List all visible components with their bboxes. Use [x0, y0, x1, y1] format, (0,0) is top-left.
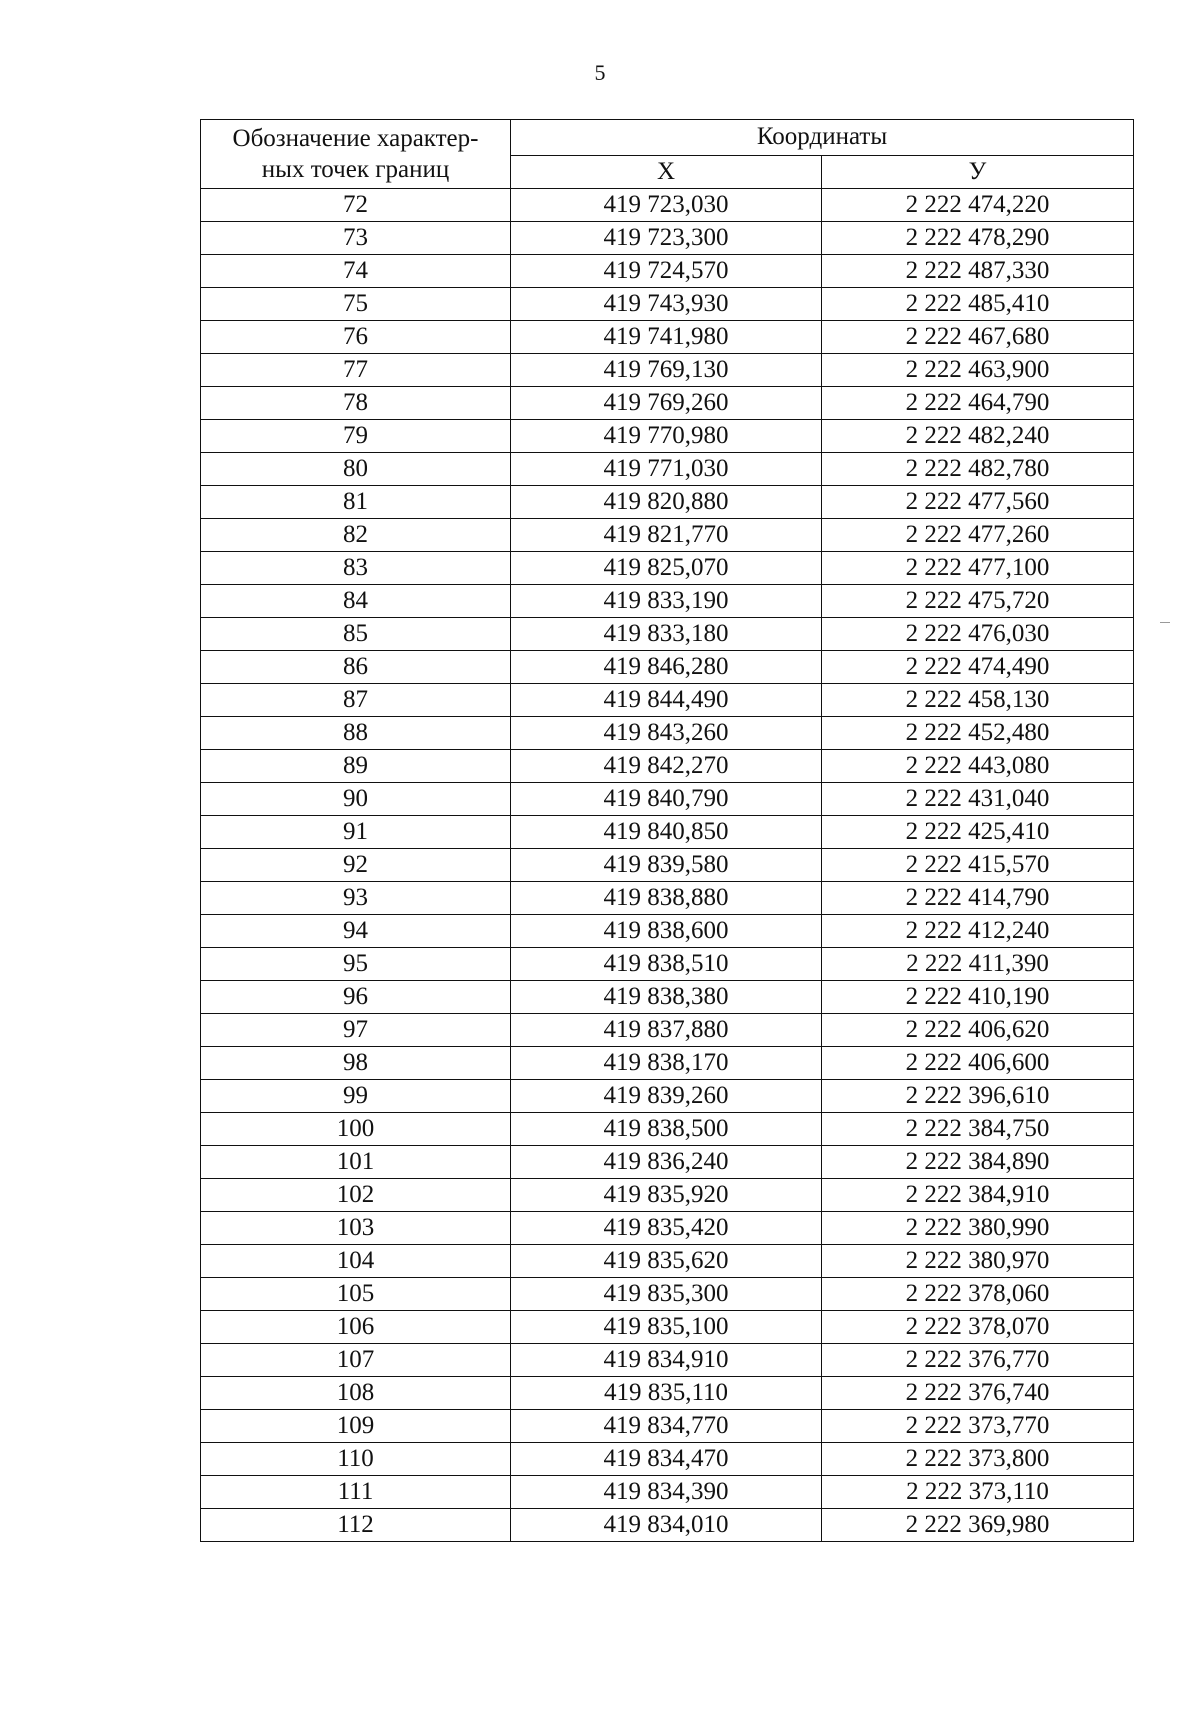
table-row [201, 453, 1134, 486]
x-cell: 419 723,300 [511, 222, 822, 255]
y-cell: 2 222 482,780 [822, 453, 1134, 486]
y-cell: 2 222 414,790 [822, 882, 1134, 915]
point-cell: 73 [201, 222, 511, 255]
table-row [201, 1410, 1134, 1443]
point-cell: 88 [201, 717, 511, 750]
table-row [201, 750, 1134, 783]
table-row [201, 420, 1134, 453]
table-row [201, 189, 1134, 222]
point-cell: 95 [201, 948, 511, 981]
table-row [201, 1311, 1134, 1344]
point-cell: 100 [201, 1113, 511, 1146]
point-cell: 110 [201, 1443, 511, 1476]
point-label-line1: Обозначение характер- [232, 125, 479, 152]
table-row [201, 1476, 1134, 1509]
point-cell: 103 [201, 1212, 511, 1245]
y-cell: 2 222 477,560 [822, 486, 1134, 519]
table-row [201, 1377, 1134, 1410]
x-cell: 419 743,930 [511, 288, 822, 321]
y-cell: 2 222 478,290 [822, 222, 1134, 255]
y-cell: 2 222 477,100 [822, 552, 1134, 585]
x-cell: 419 833,180 [511, 618, 822, 651]
y-column-header: У [822, 155, 1134, 189]
y-cell: 2 222 467,680 [822, 321, 1134, 354]
y-cell: 2 222 406,620 [822, 1014, 1134, 1047]
point-cell: 81 [201, 486, 511, 519]
point-cell: 106 [201, 1311, 511, 1344]
table-row [201, 816, 1134, 849]
x-cell: 419 724,570 [511, 255, 822, 288]
x-cell: 419 843,260 [511, 717, 822, 750]
x-column-header: Х [511, 155, 822, 189]
x-cell: 419 834,470 [511, 1443, 822, 1476]
point-cell: 92 [201, 849, 511, 882]
x-cell: 419 838,380 [511, 981, 822, 1014]
y-cell: 2 222 474,220 [822, 189, 1134, 222]
point-cell: 93 [201, 882, 511, 915]
x-cell: 419 839,580 [511, 849, 822, 882]
point-cell: 76 [201, 321, 511, 354]
x-cell: 419 835,110 [511, 1377, 822, 1410]
x-cell: 419 844,490 [511, 684, 822, 717]
table-row [201, 882, 1134, 915]
point-cell: 87 [201, 684, 511, 717]
table-row [201, 981, 1134, 1014]
x-cell: 419 846,280 [511, 651, 822, 684]
x-cell: 419 834,770 [511, 1410, 822, 1443]
x-cell: 419 840,850 [511, 816, 822, 849]
table-body [201, 189, 1134, 1542]
point-cell: 104 [201, 1245, 511, 1278]
y-cell: 2 222 482,240 [822, 420, 1134, 453]
point-cell: 98 [201, 1047, 511, 1080]
y-cell: 2 222 373,110 [822, 1476, 1134, 1509]
table-row [201, 387, 1134, 420]
table-row [201, 1212, 1134, 1245]
coords-group-header: Координаты [511, 120, 1134, 156]
table-row [201, 519, 1134, 552]
table-row [201, 1344, 1134, 1377]
table-row [201, 585, 1134, 618]
table-row [201, 552, 1134, 585]
table-row [201, 1509, 1134, 1542]
point-cell: 91 [201, 816, 511, 849]
point-label-line2: ных точек границ [261, 156, 450, 183]
x-cell: 419 839,260 [511, 1080, 822, 1113]
point-cell: 111 [201, 1476, 511, 1509]
x-cell: 419 820,880 [511, 486, 822, 519]
point-cell: 90 [201, 783, 511, 816]
x-cell: 419 835,420 [511, 1212, 822, 1245]
x-cell: 419 769,260 [511, 387, 822, 420]
table-row [201, 1146, 1134, 1179]
y-cell: 2 222 384,750 [822, 1113, 1134, 1146]
point-cell: 79 [201, 420, 511, 453]
point-cell: 75 [201, 288, 511, 321]
y-cell: 2 222 396,610 [822, 1080, 1134, 1113]
x-cell: 419 838,510 [511, 948, 822, 981]
point-cell: 96 [201, 981, 511, 1014]
y-cell: 2 222 406,600 [822, 1047, 1134, 1080]
x-cell: 419 821,770 [511, 519, 822, 552]
table-row [201, 651, 1134, 684]
point-cell: 94 [201, 915, 511, 948]
page-number: 5 [594, 60, 606, 85]
y-cell: 2 222 474,490 [822, 651, 1134, 684]
table-row [201, 915, 1134, 948]
table-row [201, 255, 1134, 288]
table-row [201, 1443, 1134, 1476]
x-cell: 419 834,390 [511, 1476, 822, 1509]
x-cell: 419 835,300 [511, 1278, 822, 1311]
coordinates-table [200, 119, 1134, 1542]
table-row [201, 486, 1134, 519]
point-cell: 102 [201, 1179, 511, 1212]
x-cell: 419 838,880 [511, 882, 822, 915]
x-cell: 419 833,190 [511, 585, 822, 618]
table-row [201, 1245, 1134, 1278]
y-cell: 2 222 458,130 [822, 684, 1134, 717]
y-cell: 2 222 425,410 [822, 816, 1134, 849]
table-row [201, 1278, 1134, 1311]
point-cell: 108 [201, 1377, 511, 1410]
point-cell: 97 [201, 1014, 511, 1047]
y-cell: 2 222 477,260 [822, 519, 1134, 552]
point-cell: 107 [201, 1344, 511, 1377]
y-cell: 2 222 376,740 [822, 1377, 1134, 1410]
y-cell: 2 222 380,970 [822, 1245, 1134, 1278]
x-cell: 419 837,880 [511, 1014, 822, 1047]
x-cell: 419 835,620 [511, 1245, 822, 1278]
x-cell: 419 723,030 [511, 189, 822, 222]
y-cell: 2 222 443,080 [822, 750, 1134, 783]
point-cell: 89 [201, 750, 511, 783]
x-cell: 419 836,240 [511, 1146, 822, 1179]
table-row [201, 684, 1134, 717]
point-cell: 83 [201, 552, 511, 585]
table-row [201, 222, 1134, 255]
y-cell: 2 222 415,570 [822, 849, 1134, 882]
table-row [201, 321, 1134, 354]
scan-mark [1160, 622, 1170, 623]
point-cell: 109 [201, 1410, 511, 1443]
table-row [201, 1014, 1134, 1047]
table-row [201, 717, 1134, 750]
table-row [201, 1080, 1134, 1113]
y-cell: 2 222 485,410 [822, 288, 1134, 321]
y-cell: 2 222 475,720 [822, 585, 1134, 618]
table-row [201, 948, 1134, 981]
x-cell: 419 769,130 [511, 354, 822, 387]
table-row [201, 1047, 1134, 1080]
point-cell: 80 [201, 453, 511, 486]
y-cell: 2 222 378,060 [822, 1278, 1134, 1311]
x-cell: 419 840,790 [511, 783, 822, 816]
y-cell: 2 222 373,800 [822, 1443, 1134, 1476]
x-cell: 419 835,100 [511, 1311, 822, 1344]
table-row [201, 1113, 1134, 1146]
table-header [201, 120, 1134, 189]
point-cell: 99 [201, 1080, 511, 1113]
x-cell: 419 835,920 [511, 1179, 822, 1212]
table-row [201, 783, 1134, 816]
y-cell: 2 222 410,190 [822, 981, 1134, 1014]
x-cell: 419 842,270 [511, 750, 822, 783]
x-cell: 419 770,980 [511, 420, 822, 453]
y-cell: 2 222 380,990 [822, 1212, 1134, 1245]
x-cell: 419 838,600 [511, 915, 822, 948]
y-cell: 2 222 384,890 [822, 1146, 1134, 1179]
point-cell: 72 [201, 189, 511, 222]
table-row [201, 354, 1134, 387]
table-row [201, 288, 1134, 321]
point-cell: 77 [201, 354, 511, 387]
y-cell: 2 222 378,070 [822, 1311, 1134, 1344]
x-cell: 419 825,070 [511, 552, 822, 585]
point-cell: 101 [201, 1146, 511, 1179]
x-cell: 419 838,170 [511, 1047, 822, 1080]
table-row [201, 1179, 1134, 1212]
y-cell: 2 222 463,900 [822, 354, 1134, 387]
point-cell: 112 [201, 1509, 511, 1542]
point-cell: 84 [201, 585, 511, 618]
x-cell: 419 771,030 [511, 453, 822, 486]
point-cell: 105 [201, 1278, 511, 1311]
point-cell: 78 [201, 387, 511, 420]
point-cell: 85 [201, 618, 511, 651]
x-cell: 419 838,500 [511, 1113, 822, 1146]
table-row [201, 618, 1134, 651]
y-cell: 2 222 464,790 [822, 387, 1134, 420]
y-cell: 2 222 384,910 [822, 1179, 1134, 1212]
point-cell: 74 [201, 255, 511, 288]
x-cell: 419 741,980 [511, 321, 822, 354]
y-cell: 2 222 411,390 [822, 948, 1134, 981]
y-cell: 2 222 376,770 [822, 1344, 1134, 1377]
y-cell: 2 222 431,040 [822, 783, 1134, 816]
y-cell: 2 222 487,330 [822, 255, 1134, 288]
y-cell: 2 222 369,980 [822, 1509, 1134, 1542]
point-cell: 82 [201, 519, 511, 552]
y-cell: 2 222 412,240 [822, 915, 1134, 948]
x-cell: 419 834,910 [511, 1344, 822, 1377]
point-cell: 86 [201, 651, 511, 684]
y-cell: 2 222 476,030 [822, 618, 1134, 651]
point-label-header [201, 120, 511, 189]
table-row [201, 849, 1134, 882]
x-cell: 419 834,010 [511, 1509, 822, 1542]
y-cell: 2 222 452,480 [822, 717, 1134, 750]
y-cell: 2 222 373,770 [822, 1410, 1134, 1443]
